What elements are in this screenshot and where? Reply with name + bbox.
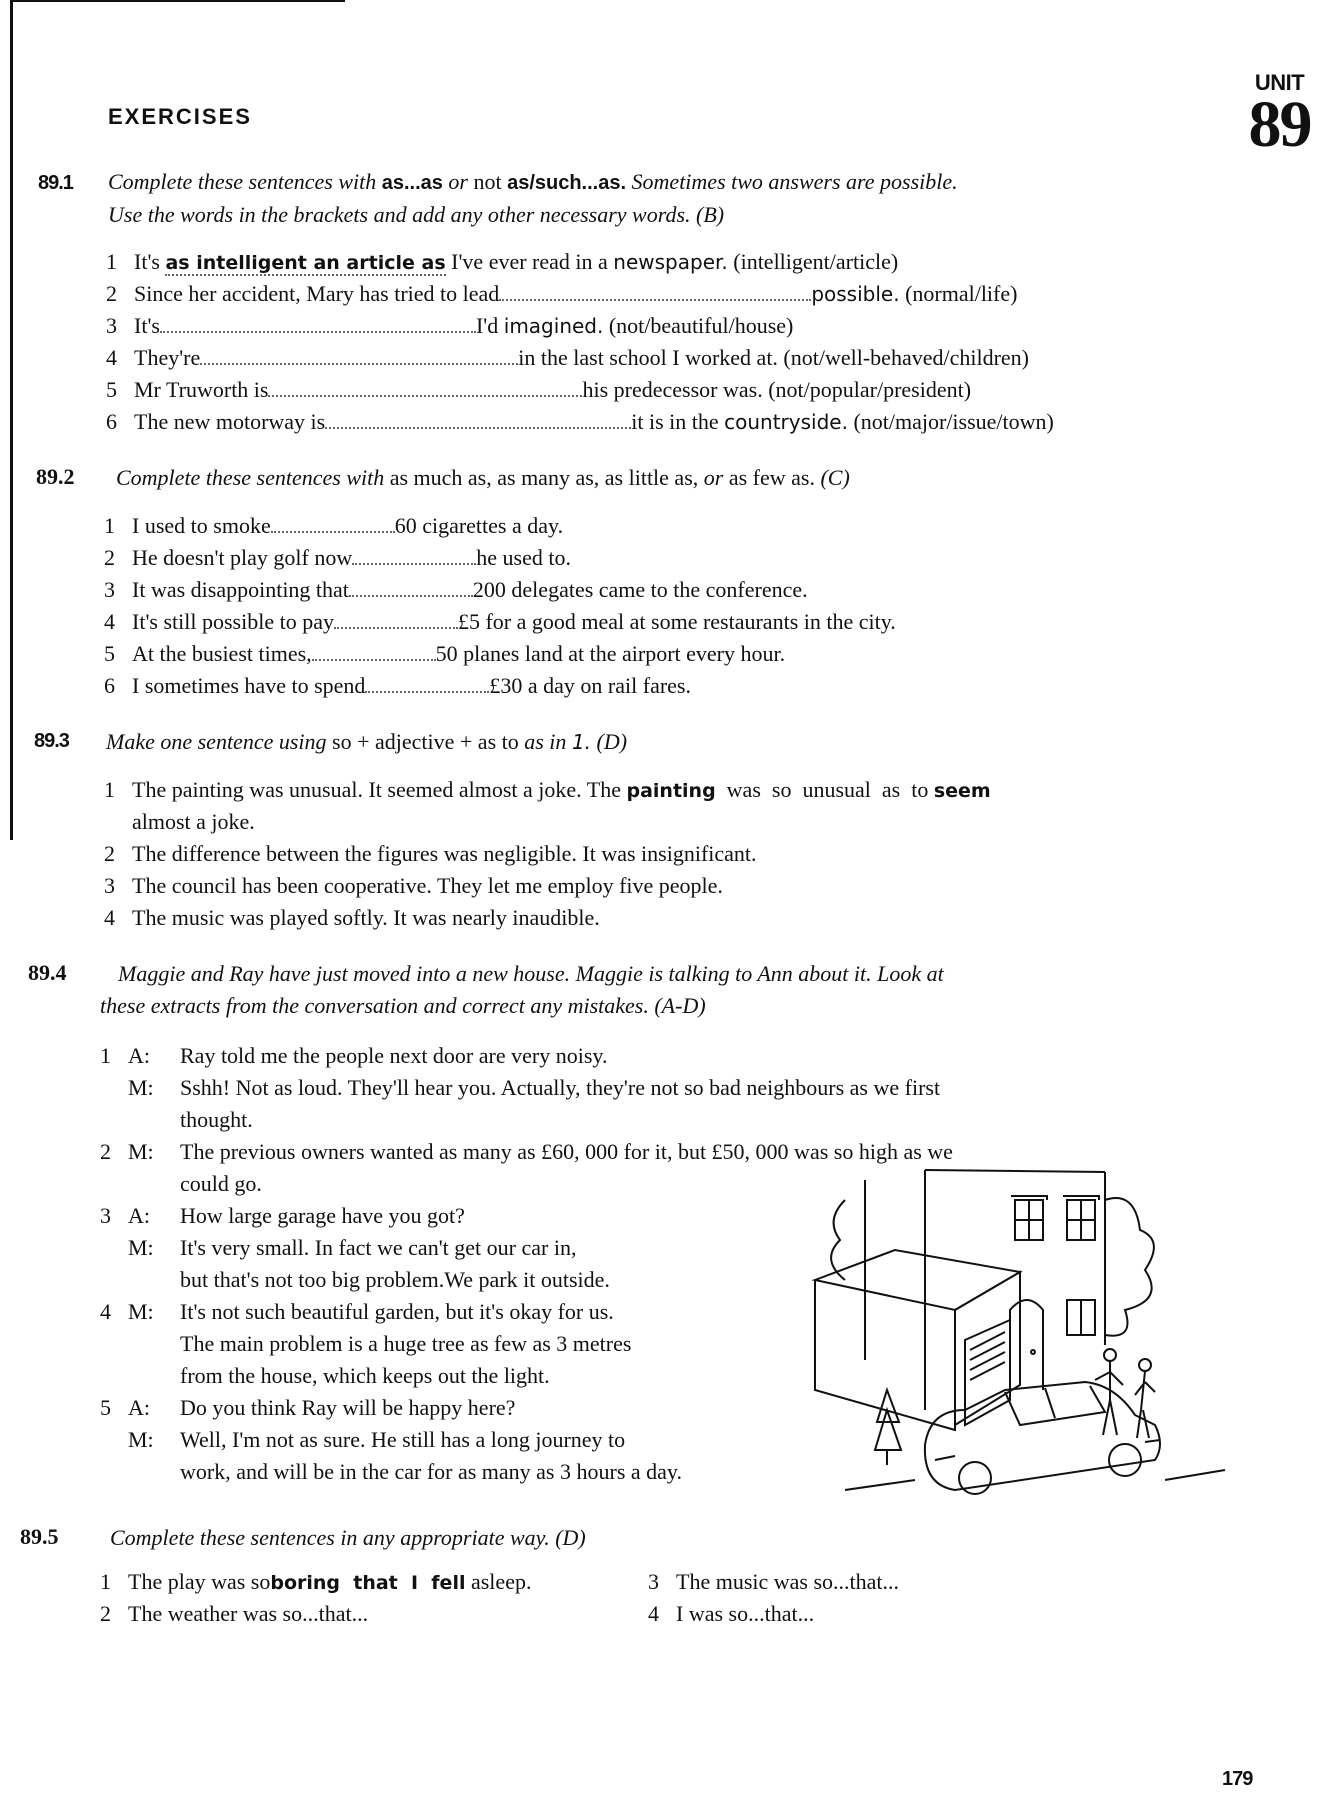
item-text: 200 delegates came to the conference.	[472, 577, 808, 602]
dialogue-text: could go.	[180, 1171, 262, 1196]
dialogue-line	[100, 1104, 953, 1136]
list-item	[104, 542, 896, 574]
item-text: 50 planes land at the airport every hour.	[435, 641, 786, 666]
instr-text: Complete these sentences with	[116, 465, 390, 490]
instr-text: Sometimes two answers are possible.	[626, 169, 958, 194]
top-rule	[10, 0, 345, 2]
answer-blank[interactable]	[499, 279, 811, 301]
list-item	[104, 838, 991, 870]
speaker-label: M:	[128, 1075, 154, 1100]
instr-text: Complete these sentences with	[108, 169, 382, 194]
exercise-instruction	[106, 726, 1186, 758]
dialogue-text: Ray told me the people next door are very noisy.	[180, 1043, 608, 1068]
list-item	[104, 510, 896, 542]
instr-text: (D)	[591, 729, 628, 754]
dialogue-text: Well, I'm not as sure. He still has a long journey to	[180, 1427, 626, 1452]
item-text: it is in the	[631, 409, 725, 434]
list-item	[106, 278, 1054, 310]
item-text: The music was played softly. It was nearly inaudible.	[132, 905, 600, 930]
item-number: 6	[106, 409, 117, 434]
dialogue-text: work, and will be in the car for as many as 3 hours a day.	[180, 1459, 682, 1484]
answer-blank[interactable]	[325, 407, 631, 429]
handwritten-answer: painting	[626, 780, 716, 802]
dialogue-text: The main problem is a huge tree as few as 3 metres	[180, 1331, 632, 1356]
list-item	[106, 310, 1054, 342]
dialogue-text: Do you think Ray will be happy here?	[180, 1395, 516, 1420]
item-text: The painting was unusual. It seemed almost a joke. The	[132, 777, 627, 802]
item-number: 4	[106, 345, 117, 370]
list-item	[648, 1566, 899, 1598]
dialogue-text: from the house, which keeps out the light.	[180, 1363, 550, 1388]
list-item	[104, 902, 991, 934]
item-number: 1	[104, 777, 115, 802]
item-text: He doesn't play golf now	[132, 545, 353, 570]
instr-text: (C)	[814, 465, 850, 490]
instr-keyword: as few as.	[728, 465, 815, 490]
item-text: asleep.	[465, 1569, 532, 1594]
item-number: 3	[648, 1569, 659, 1594]
speaker-label: M:	[128, 1235, 154, 1260]
list-item	[106, 374, 1054, 406]
speaker-label: M:	[128, 1427, 154, 1452]
item-text: (normal/life)	[899, 281, 1018, 306]
item-number: 3	[100, 1203, 111, 1228]
item-text: his predecessor was. (not/popular/president)	[582, 377, 972, 402]
instr-keyword: as/such...as.	[507, 172, 627, 194]
item-text: I was so...that...	[676, 1601, 815, 1626]
item-text: £5 for a good meal at some restaurants in the city.	[457, 609, 896, 634]
speaker-label: A:	[128, 1395, 150, 1420]
exercise-instruction: Complete these sentences in any appropriate way. (D)	[110, 1525, 586, 1550]
item-number: 3	[104, 873, 115, 898]
dialogue-text: thought.	[180, 1107, 253, 1132]
exercise-items	[106, 246, 1054, 438]
item-number: 1	[100, 1569, 111, 1594]
exercise-items	[104, 510, 896, 702]
item-text: newspaper.	[613, 250, 728, 274]
item-number: 2	[100, 1139, 111, 1164]
list-item-continuation: almost a joke.	[132, 809, 255, 834]
instr-keyword: as much as, as many as, as little as,	[389, 465, 699, 490]
answer-blank[interactable]	[352, 543, 476, 565]
page-title: EXERCISES	[108, 104, 252, 129]
answer-blank[interactable]	[312, 639, 436, 661]
exercise-items	[100, 1566, 531, 1630]
instr-text: or	[698, 465, 729, 490]
instr-text: Use the words in the brackets and add any other necessary words. (B)	[108, 202, 725, 227]
list-item	[100, 1598, 531, 1630]
list-item	[100, 1566, 531, 1598]
handwritten-answer: as intelligent an article as	[165, 252, 446, 274]
item-number: 5	[106, 377, 117, 402]
dialogue-text: How large garage have you got?	[180, 1203, 465, 1228]
item-text: It was disappointing that	[132, 577, 349, 602]
speaker-label: M:	[128, 1139, 154, 1164]
item-number: 2	[106, 281, 117, 306]
handwritten-answer: seem	[933, 780, 991, 802]
item-text: (not/beautiful/house)	[603, 313, 794, 338]
list-item	[104, 606, 896, 638]
item-number: 1	[100, 1043, 111, 1068]
instr-text: as in	[518, 729, 572, 754]
answer-blank[interactable]	[349, 575, 473, 597]
dialogue-line	[100, 1040, 953, 1072]
item-number: 3	[106, 313, 117, 338]
instr-text: Make one sentence using	[106, 729, 333, 754]
answer-blank[interactable]	[160, 311, 476, 333]
instr-keyword: 1.	[571, 730, 592, 754]
dialogue-line	[100, 1072, 953, 1104]
item-text: Mr Truworth is	[134, 377, 269, 402]
item-text: I used to smoke	[132, 513, 271, 538]
list-item	[104, 774, 991, 806]
exercise-number: 89.3	[34, 730, 69, 752]
list-item	[106, 342, 1054, 374]
left-rule	[10, 0, 13, 840]
dialogue-text: It's not such beautiful garden, but it's okay for us.	[180, 1299, 614, 1324]
item-number: 4	[104, 609, 115, 634]
item-number: 6	[104, 673, 115, 698]
item-number: 4	[100, 1299, 111, 1324]
answer-blank[interactable]	[268, 375, 582, 397]
list-item	[104, 670, 896, 702]
answer-blank[interactable]	[200, 343, 518, 365]
exercise-number: 89.4	[28, 960, 67, 985]
instr-text: these extracts from the conversation and correct any mistakes. (A-D)	[100, 993, 706, 1018]
item-number: 4	[104, 905, 115, 930]
exercise-number: 89.5	[20, 1524, 59, 1549]
item-text: (intelligent/article)	[727, 249, 899, 274]
item-text: They're	[134, 345, 201, 370]
dialogue-text: The previous owners wanted as many as £60, 000 for it, but £50, 000 was so high as we	[180, 1139, 953, 1164]
instr-keyword: as...as	[381, 172, 443, 194]
list-item	[648, 1598, 899, 1630]
page-number: 179	[1222, 1768, 1253, 1790]
instr-keyword: not	[473, 169, 508, 194]
item-text: It's still possible to pay	[132, 609, 334, 634]
item-text: It's	[134, 313, 160, 338]
item-number: 1	[106, 249, 117, 274]
item-text: The council has been cooperative. They let me employ five people.	[132, 873, 723, 898]
item-text: The music was so...that...	[676, 1569, 900, 1594]
item-text: The new motorway is	[134, 409, 326, 434]
exercise-items	[104, 774, 991, 934]
item-text: countryside.	[724, 410, 848, 434]
item-text: £30 a day on rail fares.	[489, 673, 691, 698]
unit-label: UNIT	[1254, 70, 1305, 95]
item-number: 2	[104, 841, 115, 866]
answer-blank[interactable]	[365, 671, 489, 693]
item-text: he used to.	[476, 545, 571, 570]
exercise-number: 89.2	[36, 464, 75, 489]
item-text: possible.	[811, 282, 900, 306]
item-text: The play was so	[128, 1569, 271, 1594]
item-number: 2	[104, 545, 115, 570]
list-item	[106, 246, 1054, 278]
unit-badge	[1232, 70, 1327, 161]
instr-keyword: so + adjective + as to	[332, 729, 519, 754]
item-number: 1	[104, 513, 115, 538]
item-text: (not/major/issue/town)	[847, 409, 1054, 434]
speaker-label: M:	[128, 1299, 154, 1324]
answer-blank[interactable]	[334, 607, 458, 629]
exercise-instruction	[116, 462, 1196, 494]
instr-text: Maggie and Ray have just moved into a new house. Maggie is talking to Ann about it. Look at	[118, 961, 944, 986]
item-text: in the last school I worked at. (not/well-behaved/children)	[518, 345, 1029, 370]
item-text: The weather was so...that...	[128, 1601, 369, 1626]
exercise-items	[648, 1566, 899, 1630]
item-text: The difference between the figures was negligible. It was insignificant.	[132, 841, 757, 866]
speaker-label: A:	[128, 1043, 150, 1068]
list-item	[106, 406, 1054, 438]
dialogue-text: Sshh! Not as loud. They'll hear you. Actually, they're not so bad neighbours as we first	[180, 1075, 941, 1100]
instr-text: or	[442, 169, 474, 194]
answer-blank[interactable]	[271, 511, 395, 533]
list-item	[104, 574, 896, 606]
exercise-instruction	[108, 166, 1188, 231]
item-text: I've ever read in a	[445, 249, 614, 274]
exercise-instruction	[100, 958, 1220, 1022]
item-text: It's	[134, 249, 166, 274]
item-text: I sometimes have to spend	[132, 673, 366, 698]
item-text: 60 cigarettes a day.	[394, 513, 564, 538]
item-number: 2	[100, 1601, 111, 1626]
item-number: 3	[104, 577, 115, 602]
dialogue-text: but that's not too big problem.We park it outside.	[180, 1267, 610, 1292]
handwritten-answer: boring that I fell	[270, 1572, 466, 1594]
list-item	[104, 638, 896, 670]
item-text: I'd	[475, 313, 504, 338]
speaker-label: A:	[128, 1203, 150, 1228]
dialogue-text: It's very small. In fact we can't get our car in,	[180, 1235, 577, 1260]
item-text: At the busiest times,	[132, 641, 312, 666]
item-number: 5	[100, 1395, 111, 1420]
exercise-number: 89.1	[38, 172, 73, 194]
item-number: 4	[648, 1601, 659, 1626]
item-text: was so unusual as to	[715, 777, 934, 802]
item-text: imagined.	[503, 314, 604, 338]
unit-number: 89	[1248, 88, 1311, 161]
item-number: 5	[104, 641, 115, 666]
list-item	[104, 870, 991, 902]
item-text: Since her accident, Mary has tried to lead	[134, 281, 500, 306]
house-car-illustration	[805, 1160, 1235, 1510]
